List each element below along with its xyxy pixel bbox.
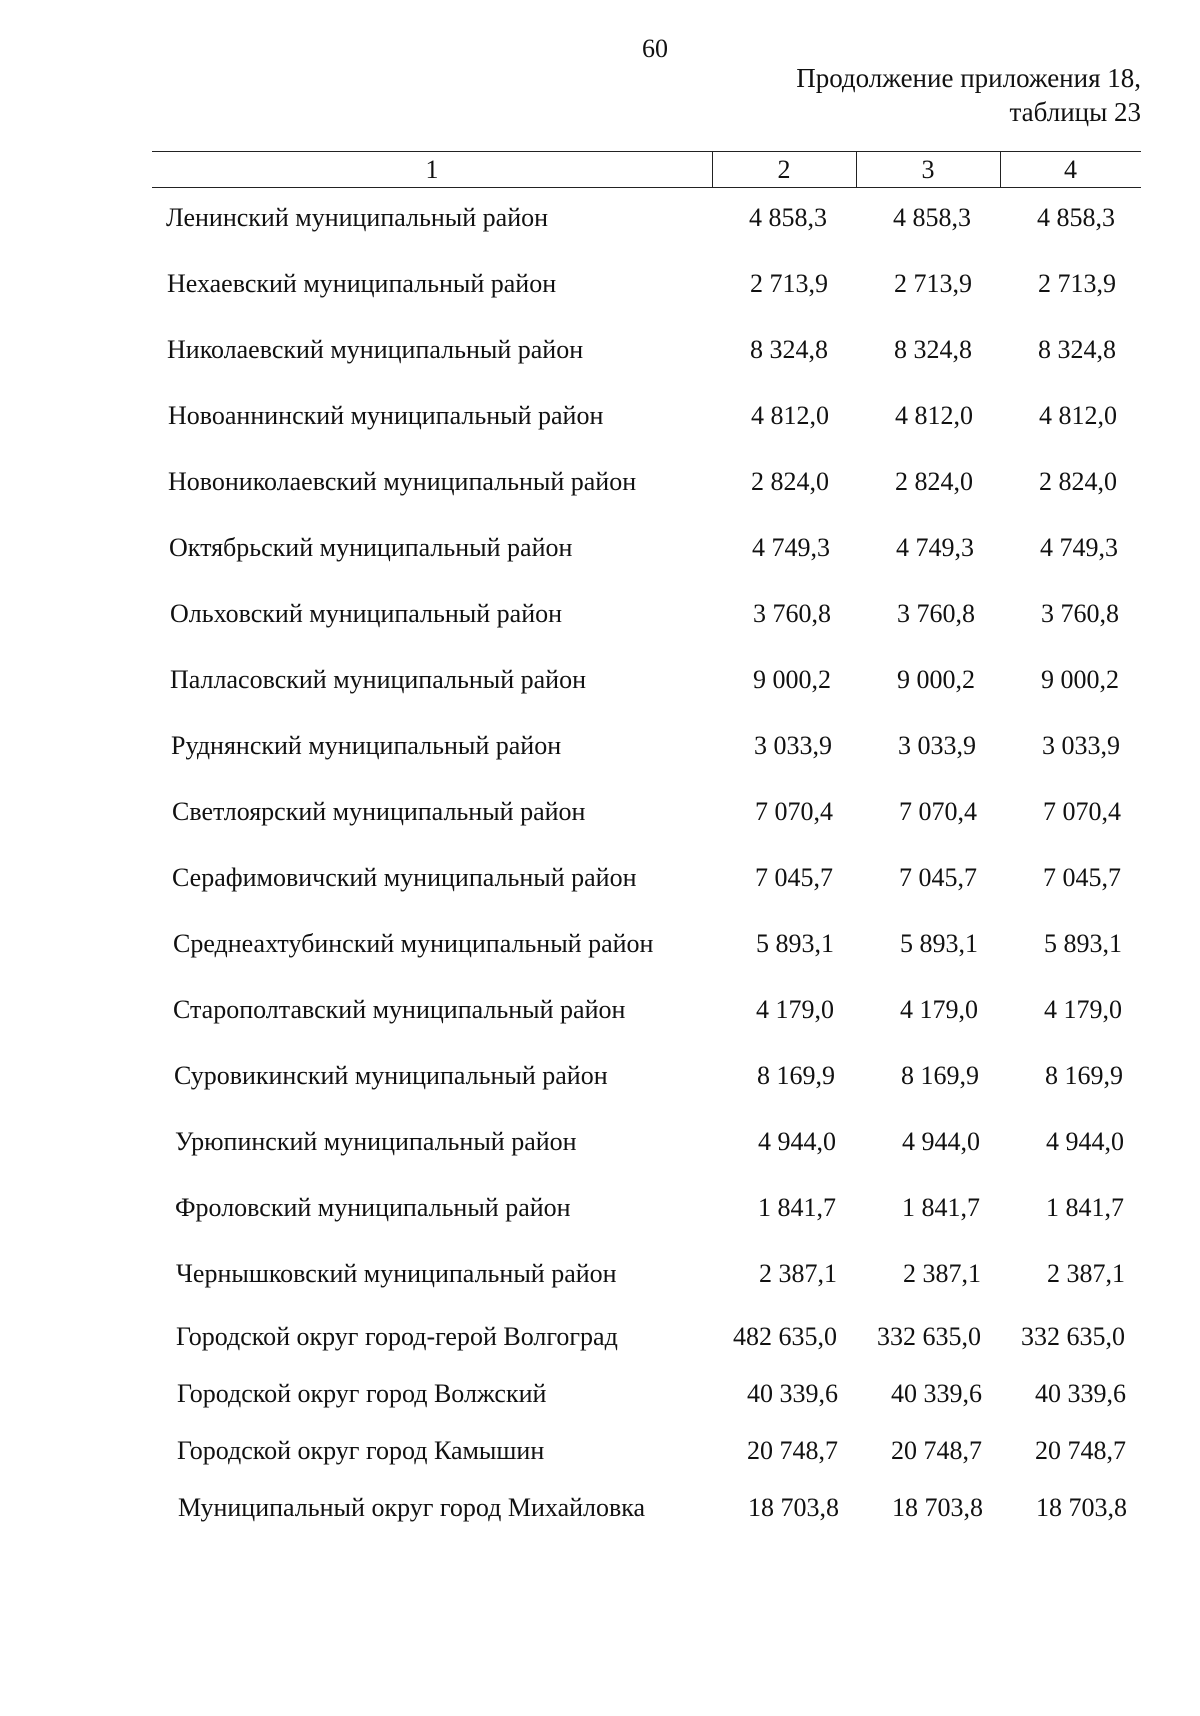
header-rule-top <box>152 151 1141 152</box>
row-name: Чернышковский муниципальный район <box>176 1259 617 1288</box>
row-value-col4: 9 000,2 <box>1041 665 1119 694</box>
continuation-line-2: таблицы 23 <box>1009 96 1141 127</box>
row-value-col4: 4 858,3 <box>1037 203 1115 232</box>
row-name: Руднянский муниципальный район <box>171 731 562 760</box>
continuation-line-1: Продолжение приложения 18, <box>796 63 1141 93</box>
row-name: Нехаевский муниципальный район <box>167 269 557 298</box>
row-value-col4: 2 824,0 <box>1039 467 1117 496</box>
row-value-col4: 4 179,0 <box>1044 995 1122 1024</box>
row-value-col4: 18 703,8 <box>1036 1493 1127 1522</box>
row-name: Серафимовичский муниципальный район <box>172 863 637 892</box>
row-value-col4: 3 760,8 <box>1041 599 1119 628</box>
row-value-col2: 3 033,9 <box>754 731 832 760</box>
table-row <box>0 726 1200 766</box>
row-value-col3: 3 760,8 <box>897 599 975 628</box>
row-name: Городской округ город Камышин <box>177 1436 545 1465</box>
table-row <box>0 660 1200 700</box>
row-value-col2: 8 324,8 <box>750 335 828 364</box>
row-value-col2: 2 387,1 <box>759 1259 837 1288</box>
header-cell-1: 1 <box>425 155 439 184</box>
row-value-col4: 2 387,1 <box>1047 1259 1125 1288</box>
row-name: Николаевский муниципальный район <box>167 335 584 364</box>
row-value-col3: 4 749,3 <box>896 533 974 562</box>
table-row <box>0 1374 1200 1414</box>
table-row <box>0 198 1200 238</box>
row-value-col2: 20 748,7 <box>747 1436 838 1465</box>
row-value-col3: 40 339,6 <box>891 1379 982 1408</box>
row-name: Городской округ город Волжский <box>177 1379 547 1408</box>
row-value-col3: 7 045,7 <box>899 863 977 892</box>
row-value-col4: 8 169,9 <box>1045 1061 1123 1090</box>
row-value-col2: 8 169,9 <box>757 1061 835 1090</box>
row-value-col2: 7 070,4 <box>755 797 833 826</box>
table-row <box>0 1254 1200 1294</box>
table-row <box>0 528 1200 568</box>
row-name: Новониколаевский муниципальный район <box>168 467 637 496</box>
header-cell-2: 2 <box>777 155 791 184</box>
row-value-col3: 7 070,4 <box>899 797 977 826</box>
row-value-col3: 4 812,0 <box>895 401 973 430</box>
row-value-col3: 8 324,8 <box>894 335 972 364</box>
row-value-col2: 7 045,7 <box>755 863 833 892</box>
row-value-col2: 4 944,0 <box>758 1127 836 1156</box>
table-row <box>0 858 1200 898</box>
row-value-col2: 4 749,3 <box>752 533 830 562</box>
row-value-col3: 332 635,0 <box>877 1322 981 1351</box>
table-row <box>0 594 1200 634</box>
row-name: Урюпинский муниципальный район <box>175 1127 577 1156</box>
row-name: Новоаннинский муниципальный район <box>168 401 604 430</box>
row-value-col3: 1 841,7 <box>902 1193 980 1222</box>
row-value-col4: 8 324,8 <box>1038 335 1116 364</box>
table-row <box>0 924 1200 964</box>
row-value-col3: 2 387,1 <box>903 1259 981 1288</box>
row-value-col3: 2 824,0 <box>895 467 973 496</box>
row-name: Светлоярский муниципальный район <box>172 797 586 826</box>
continuation-note <box>796 62 1141 130</box>
row-value-col4: 3 033,9 <box>1042 731 1120 760</box>
row-value-col4: 4 944,0 <box>1046 1127 1124 1156</box>
table-row <box>0 1431 1200 1471</box>
table-row <box>0 792 1200 832</box>
header-rule-bottom <box>152 187 1141 188</box>
row-value-col2: 3 760,8 <box>753 599 831 628</box>
row-value-col2: 2 824,0 <box>751 467 829 496</box>
row-value-col4: 4 812,0 <box>1039 401 1117 430</box>
row-value-col3: 4 944,0 <box>902 1127 980 1156</box>
header-cell-4: 4 <box>1064 155 1077 184</box>
row-value-col3: 4 179,0 <box>900 995 978 1024</box>
page-number: 60 <box>642 34 668 63</box>
row-name: Ленинский муниципальный район <box>166 203 549 232</box>
row-value-col2: 9 000,2 <box>753 665 831 694</box>
table-row <box>0 1122 1200 1162</box>
row-value-col2: 4 812,0 <box>751 401 829 430</box>
row-name: Фроловский муниципальный район <box>175 1193 571 1222</box>
header-cell-3: 3 <box>921 155 935 184</box>
row-name: Старополтавский муниципальный район <box>173 995 626 1024</box>
row-value-col4: 4 749,3 <box>1040 533 1118 562</box>
row-name: Городской округ город-герой Волгоград <box>176 1322 618 1351</box>
table-row <box>0 396 1200 436</box>
row-name: Суровикинский муниципальный район <box>174 1061 608 1090</box>
row-name: Муниципальный округ город Михайловка <box>178 1493 646 1522</box>
row-value-col3: 5 893,1 <box>900 929 978 958</box>
row-value-col4: 332 635,0 <box>1021 1322 1125 1351</box>
table-row <box>0 1488 1200 1528</box>
row-value-col2: 5 893,1 <box>756 929 834 958</box>
table-row <box>0 462 1200 502</box>
row-value-col3: 9 000,2 <box>897 665 975 694</box>
row-value-col4: 2 713,9 <box>1038 269 1116 298</box>
row-value-col2: 2 713,9 <box>750 269 828 298</box>
row-value-col3: 8 169,9 <box>901 1061 979 1090</box>
row-value-col2: 1 841,7 <box>758 1193 836 1222</box>
row-value-col2: 482 635,0 <box>733 1322 837 1351</box>
row-name: Ольховский муниципальный район <box>170 599 563 628</box>
row-value-col4: 20 748,7 <box>1035 1436 1126 1465</box>
row-value-col3: 2 713,9 <box>894 269 972 298</box>
table-row <box>0 1188 1200 1228</box>
row-value-col4: 7 070,4 <box>1043 797 1121 826</box>
row-value-col4: 1 841,7 <box>1046 1193 1124 1222</box>
row-value-col2: 4 179,0 <box>756 995 834 1024</box>
table-row <box>0 1056 1200 1096</box>
table-row <box>0 264 1200 304</box>
row-value-col2: 18 703,8 <box>748 1493 839 1522</box>
row-value-col3: 18 703,8 <box>892 1493 983 1522</box>
row-value-col2: 4 858,3 <box>749 203 827 232</box>
row-name: Октябрьский муниципальный район <box>169 533 573 562</box>
row-value-col2: 40 339,6 <box>747 1379 838 1408</box>
row-value-col4: 40 339,6 <box>1035 1379 1126 1408</box>
row-value-col3: 3 033,9 <box>898 731 976 760</box>
row-value-col4: 7 045,7 <box>1043 863 1121 892</box>
row-name: Среднеахтубинский муниципальный район <box>173 929 654 958</box>
table-row <box>0 1317 1200 1357</box>
row-value-col3: 20 748,7 <box>891 1436 982 1465</box>
table-row <box>0 990 1200 1030</box>
row-value-col4: 5 893,1 <box>1044 929 1122 958</box>
row-name: Палласовский муниципальный район <box>170 665 586 694</box>
table-row <box>0 330 1200 370</box>
row-value-col3: 4 858,3 <box>893 203 971 232</box>
